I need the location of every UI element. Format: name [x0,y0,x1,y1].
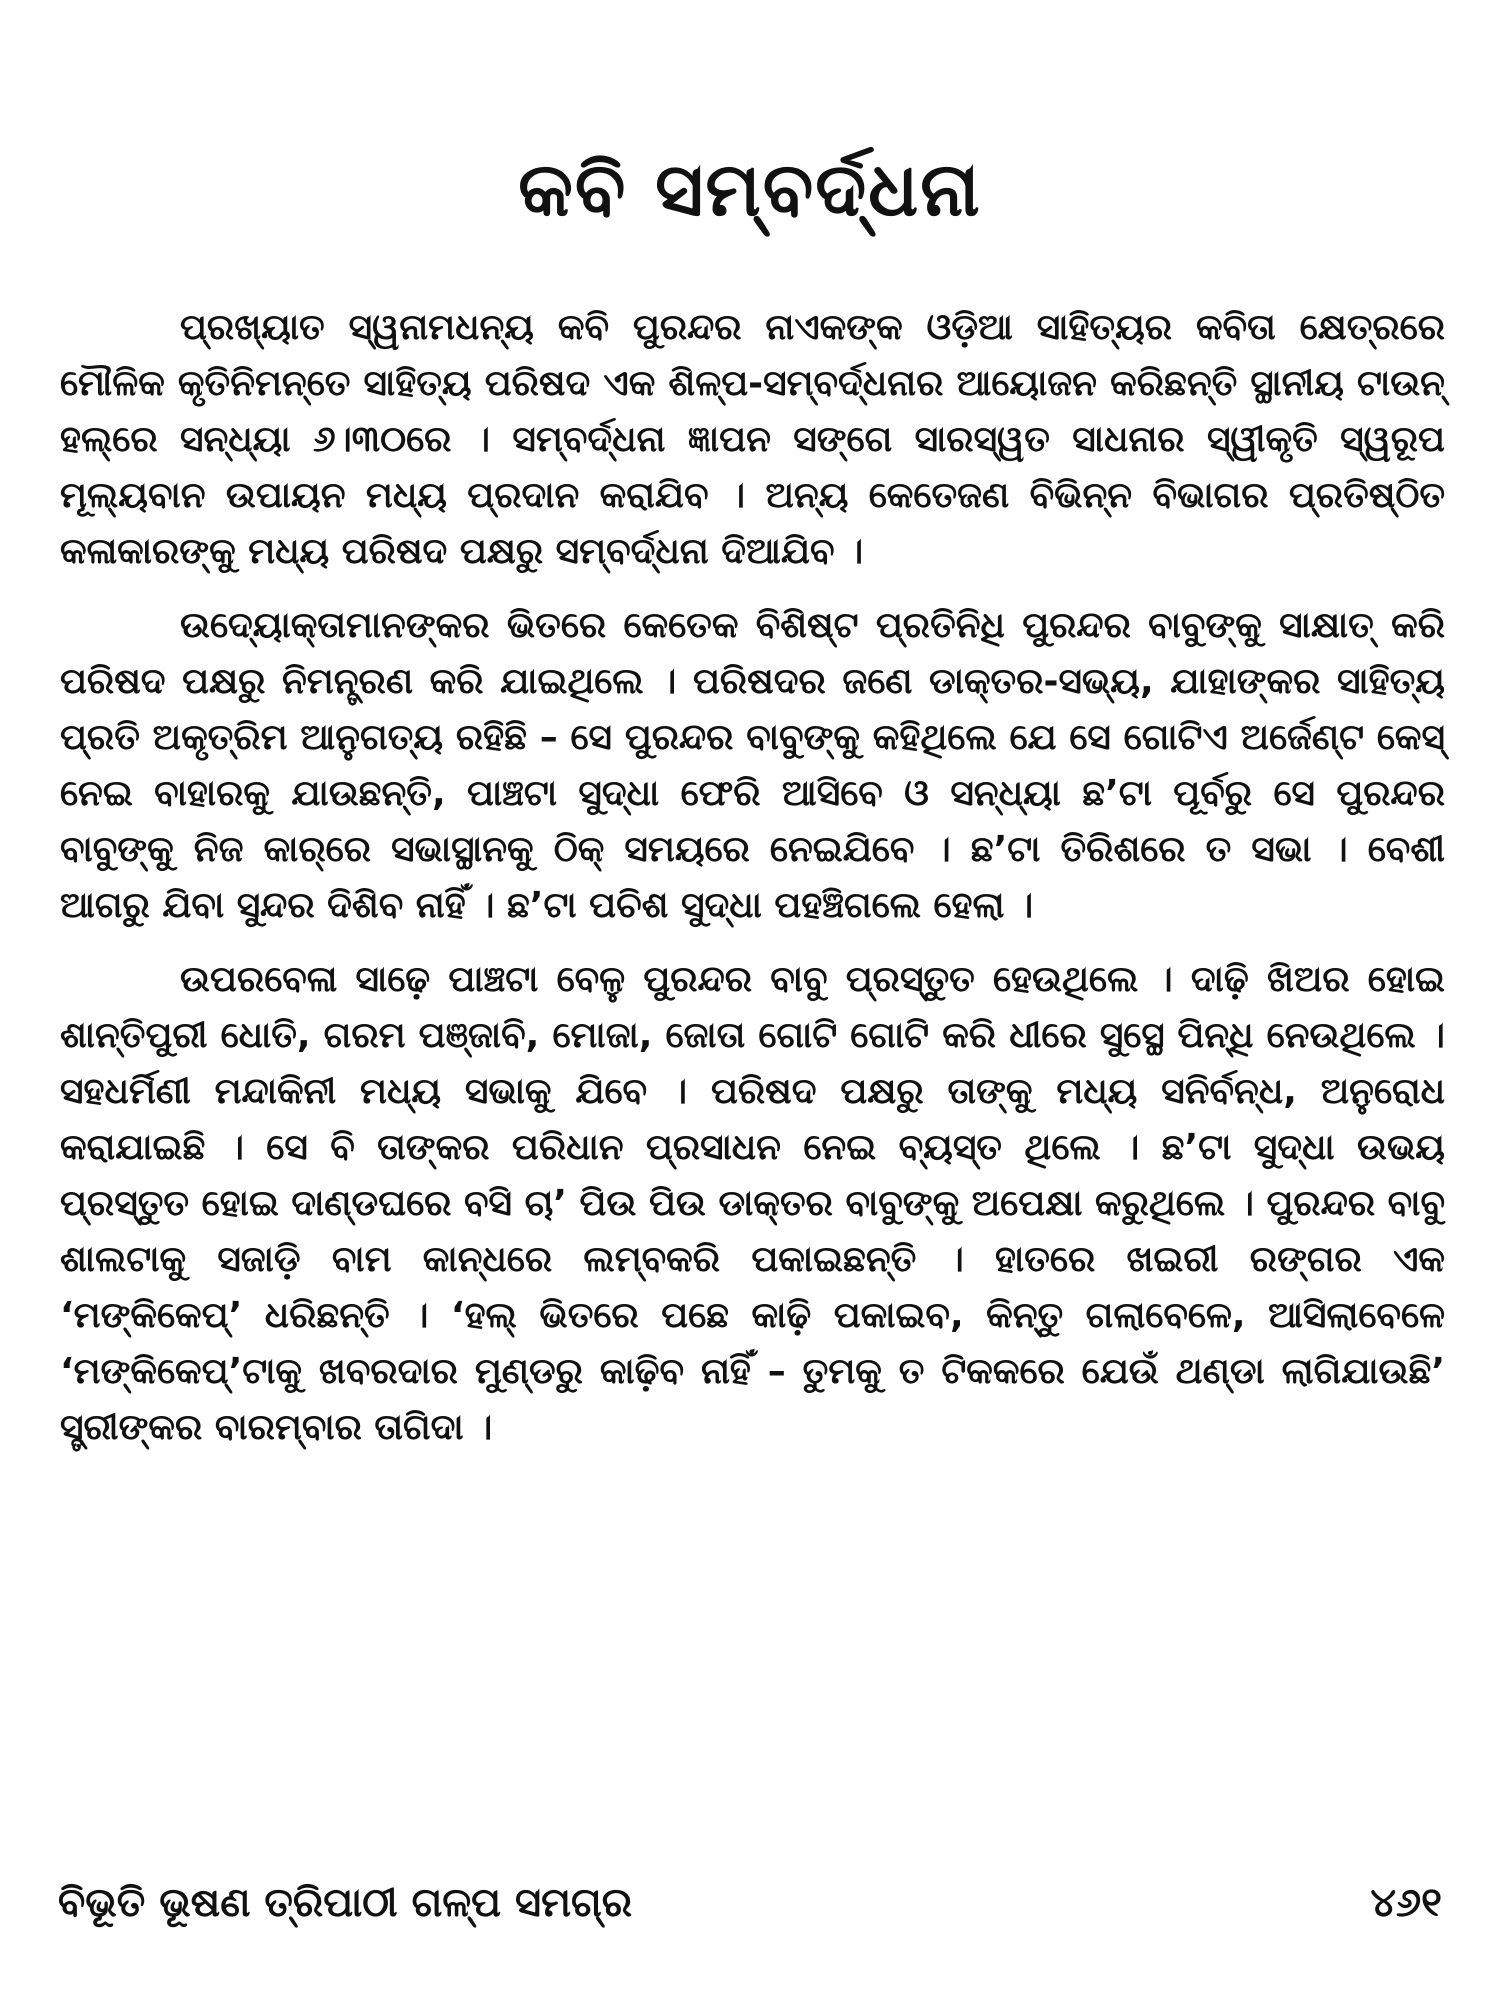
footer-page-number: ୪୬୧ [1370,1880,1442,1926]
paragraph-3: ଉପରବେଳା ସାଢ଼େ ପାଞ୍ଚଟା ବେଳୁ ପୁରନ୍ଦର ବାବୁ ପ୍ରସ୍ତୁତ ହେଉଥିଲେ । ଦାଢ଼ି ଖିଅର ହୋଇ ଶାନ୍ତିପୁରୀ ଧୋତି, ଗରମ ପଞ୍ଜାବି, ମୋଜା, ଜୋତା ଗୋଟି ଗୋଟି କରି ଧୀରେ ସୁସ୍ଥେ ପିନ୍ଧି ନେଉଥିଲେ । ସହଧର୍ମିଣୀ ମନ୍ଦାକିନୀ ମଧ୍ୟ ସଭାକୁ ଯିବେ । ପରିଷଦ ପକ୍ଷରୁ ତାଙ୍କୁ ମଧ୍ୟ ସନିର୍ବନ୍ଧ, ଅନୁରୋଧ କରାଯାଇଛି । ସେ ବି ତାଙ୍କର ପରିଧାନ ପ୍ରସାଧନ ନେଇ ବ୍ୟସ୍ତ ଥିଲେ । ଛ’ଟା ସୁଦ୍ଧା ଉଭୟ ପ୍ରସ୍ତୁତ ହୋଇ ଦାଣ୍ଡଘରେ ବସି ଚା’ ପିଉ ପିଉ ଡାକ୍ତର ବାବୁଙ୍କୁ ଅପେକ୍ଷା କରୁଥିଲେ । ପୁରନ୍ଦର ବାବୁ ଶାଲଟାକୁ ସଜାଡ଼ି ବାମ କାନ୍ଧରେ ଲମ୍ବକରି ପକାଇଛନ୍ତି । ହାତରେ ଖଇରୀ ରଙ୍ଗର ଏକ ‘ମଙ୍କିକେପ୍’ ଧରିଛନ୍ତି । ‘ହଲ୍ ଭିତରେ ପଛେ କାଢ଼ି ପକାଇବ, କିନ୍ତୁ ଗଲାବେଳେ, ଆସିଲାବେଳେ ‘ମଙ୍କିକେପ୍’ଟାକୁ ଖବରଦାର ମୁଣ୍ଡରୁ କାଢ଼ିବ ନାହିଁ – ତୁମକୁ ତ ଟିକକରେ ଯେଉଁ ଥଣ୍ଡା ଲାଗିଯାଉଛି’ ସ୍ତ୍ରୀଙ୍କର ବାରମ୍ବାର ତାଗିଦା । [60,959,1445,1448]
footer-book-title: ବିଭୂତି ଭୂଷଣ ତ୍ରିପାଠୀ ଗଳ୍ପ ସମଗ୍ର [58,1880,633,1926]
story-body [60,300,1445,1474]
page-footer [58,1880,1442,1940]
paragraph-1: ପ୍ରଖ୍ୟାତ ସ୍ୱନାମଧନ୍ୟ କବି ପୁରନ୍ଦର ନାଏକଙ୍କ ଓଡ଼ିଆ ସାହିତ୍ୟର କବିତା କ୍ଷେତ୍ରରେ ମୌଳିକ କୃତିନିମନ୍ତେ ସାହିତ୍ୟ ପରିଷଦ ଏକ ଶିଳ୍ପ-ସମ୍ବର୍ଦ୍ଧନାର ଆୟୋଜନ କରିଛନ୍ତି ସ୍ଥାନୀୟ ଟାଉନ୍ ହଲ୍‌ରେ ସନ୍ଧ୍ୟା ୬।୩୦ରେ । ସମ୍ବର୍ଦ୍ଧନା ଜ୍ଞାପନ ସଙ୍ଗେ ସାରସ୍ୱତ ସାଧନାର ସ୍ୱୀକୃତି ସ୍ୱରୂପ ମୂଲ୍ୟବାନ ଉପାୟନ ମଧ୍ୟ ପ୍ରଦାନ କରାଯିବ । ଅନ୍ୟ କେତେଜଣ ବିଭିନ୍ନ ବିଭାଗର ପ୍ରତିଷ୍ଠିତ କଳାକାରଙ୍କୁ ମଧ୍ୟ ପରିଷଦ ପକ୍ଷରୁ ସମ୍ବର୍ଦ୍ଧନା ଦିଆଯିବ । [60,307,1445,572]
page-title: କବି ସମ୍ବର୍ଦ୍ଧନା [518,147,982,233]
paragraph-2: ଉଦ୍ୟୋକ୍ତାମାନଙ୍କର ଭିତରେ କେତେକ ବିଶିଷ୍ଟ ପ୍ରତିନିଧି ପୁରନ୍ଦର ବାବୁଙ୍କୁ ସାକ୍ଷାତ୍ କରି ପରିଷଦ ପକ୍ଷରୁ ନିମନ୍ତ୍ରଣ କରି ଯାଇଥିଲେ । ପରିଷଦର ଜଣେ ଡାକ୍ତର-ସଭ୍ୟ, ଯାହାଙ୍କର ସାହିତ୍ୟ ପ୍ରତି ଅକୃତ୍ରିମ ଆନୁଗତ୍ୟ ରହିଛି – ସେ ପୁରନ୍ଦର ବାବୁଙ୍କୁ କହିଥିଲେ ଯେ ସେ ଗୋଟିଏ ଅର୍ଜେଣ୍ଟ କେସ୍ ନେଇ ବାହାରକୁ ଯାଉଛନ୍ତି, ପାଞ୍ଚଟା ସୁଦ୍ଧା ଫେରି ଆସିବେ ଓ ସନ୍ଧ୍ୟା ଛ’ଟା ପୂର୍ବରୁ ସେ ପୁରନ୍ଦର ବାବୁଙ୍କୁ ନିଜ କାର୍‌ରେ ସଭାସ୍ଥାନକୁ ଠିକ୍ ସମୟରେ ନେଇଯିବେ । ଛ’ଟା ତିରିଶରେ ତ ସଭା । ବେଶୀ ଆଗରୁ ଯିବା ସୁନ୍ଦର ଦିଶିବ ନାହିଁ । ଛ’ଟା ପଚିଶ ସୁଦ୍ଧା ପହଞ୍ଚିଗଲେ ହେଲା । [60,605,1445,926]
